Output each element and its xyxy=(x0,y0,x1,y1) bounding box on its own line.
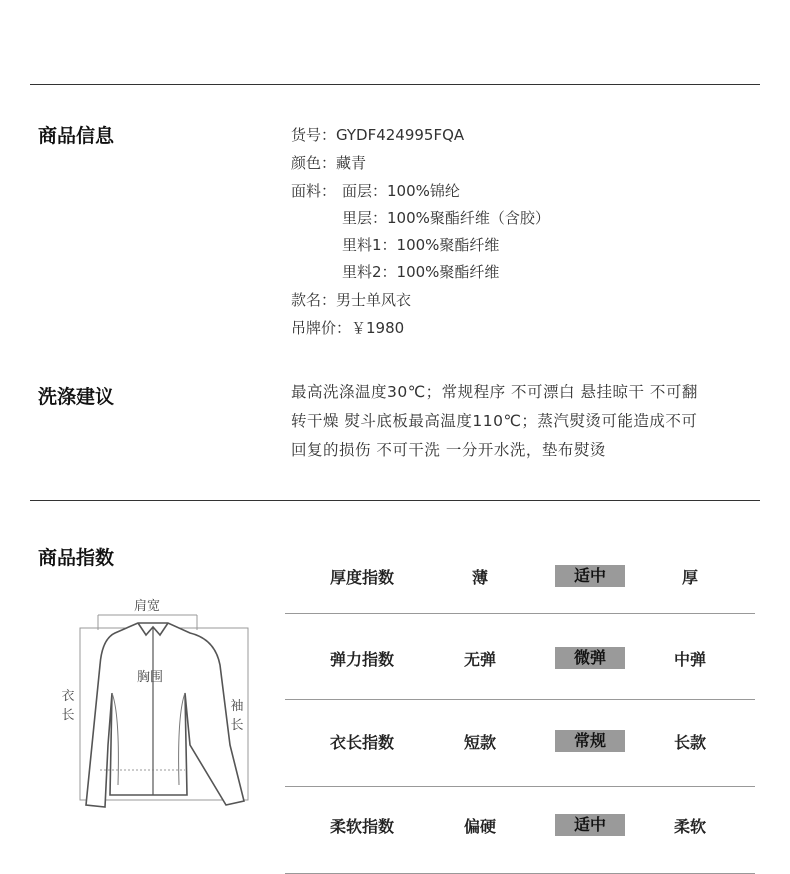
index-label: 弹力指数 xyxy=(330,650,395,669)
sku-line: 货号：GYDF424995FQA xyxy=(291,126,465,144)
index-option-selected: 适中 xyxy=(555,814,625,836)
index-row-elasticity xyxy=(285,618,755,700)
fabric-line: 里层：100%聚酯纤维（含胶） xyxy=(342,209,550,227)
index-option: 长款 xyxy=(673,733,706,752)
index-row-softness xyxy=(285,792,755,874)
washing-line: 转干燥 熨斗底板最高温度110℃；蒸汽熨烫可能造成不可 xyxy=(291,412,698,430)
shoulder-label: 肩宽 xyxy=(133,599,161,614)
style-line: 款名：男士单风衣 xyxy=(291,291,412,309)
index-option: 无弹 xyxy=(463,650,496,669)
length-label-1: 衣 xyxy=(61,689,75,704)
fabric-line: 里料1：100%聚酯纤维 xyxy=(342,236,500,254)
fabric-line: 面层：100%锦纶 xyxy=(342,182,460,200)
index-option: 厚 xyxy=(681,568,698,587)
index-label: 厚度指数 xyxy=(330,568,395,587)
top-divider xyxy=(30,84,760,85)
length-label-2: 长 xyxy=(61,708,75,723)
sleeve-label-2: 长 xyxy=(230,718,244,733)
color-line: 颜色：藏青 xyxy=(291,154,367,172)
jacket-outline xyxy=(86,623,244,807)
washing-line: 回复的损伤 不可干洗 一分开水洗，垫布熨烫 xyxy=(291,441,606,459)
sleeve-label-1: 袖 xyxy=(230,699,244,714)
index-option-selected: 微弹 xyxy=(555,647,625,669)
index-row-thickness xyxy=(285,532,755,614)
row-divider xyxy=(285,786,755,787)
indices-title: 商品指数 xyxy=(38,547,115,569)
index-option: 中弹 xyxy=(673,650,706,669)
index-option-selected: 适中 xyxy=(555,565,625,587)
index-option: 短款 xyxy=(463,733,496,752)
fabric-line: 里料2：100%聚酯纤维 xyxy=(342,263,500,281)
row-divider xyxy=(285,699,755,700)
washing-text xyxy=(291,378,751,465)
index-option-selected: 常规 xyxy=(555,730,625,752)
middle-divider xyxy=(30,500,760,501)
index-option: 偏硬 xyxy=(463,817,496,836)
row-divider xyxy=(285,613,755,614)
washing-title: 洗涤建议 xyxy=(38,386,115,408)
fabric-label: 面料： xyxy=(291,182,337,200)
washing-line: 最高洗涤温度30℃；常规程序 不可漂白 悬挂晾干 不可翻 xyxy=(291,383,698,401)
index-row-length xyxy=(285,705,755,787)
index-label: 衣长指数 xyxy=(330,733,395,752)
index-option: 薄 xyxy=(471,568,488,587)
index-label: 柔软指数 xyxy=(330,817,395,836)
chest-label: 胸围 xyxy=(136,670,164,685)
jacket-size-diagram xyxy=(50,595,260,820)
index-option: 柔软 xyxy=(673,817,706,836)
price-line: 吊牌价：￥1980 xyxy=(291,319,405,337)
product-info-title: 商品信息 xyxy=(38,125,115,147)
